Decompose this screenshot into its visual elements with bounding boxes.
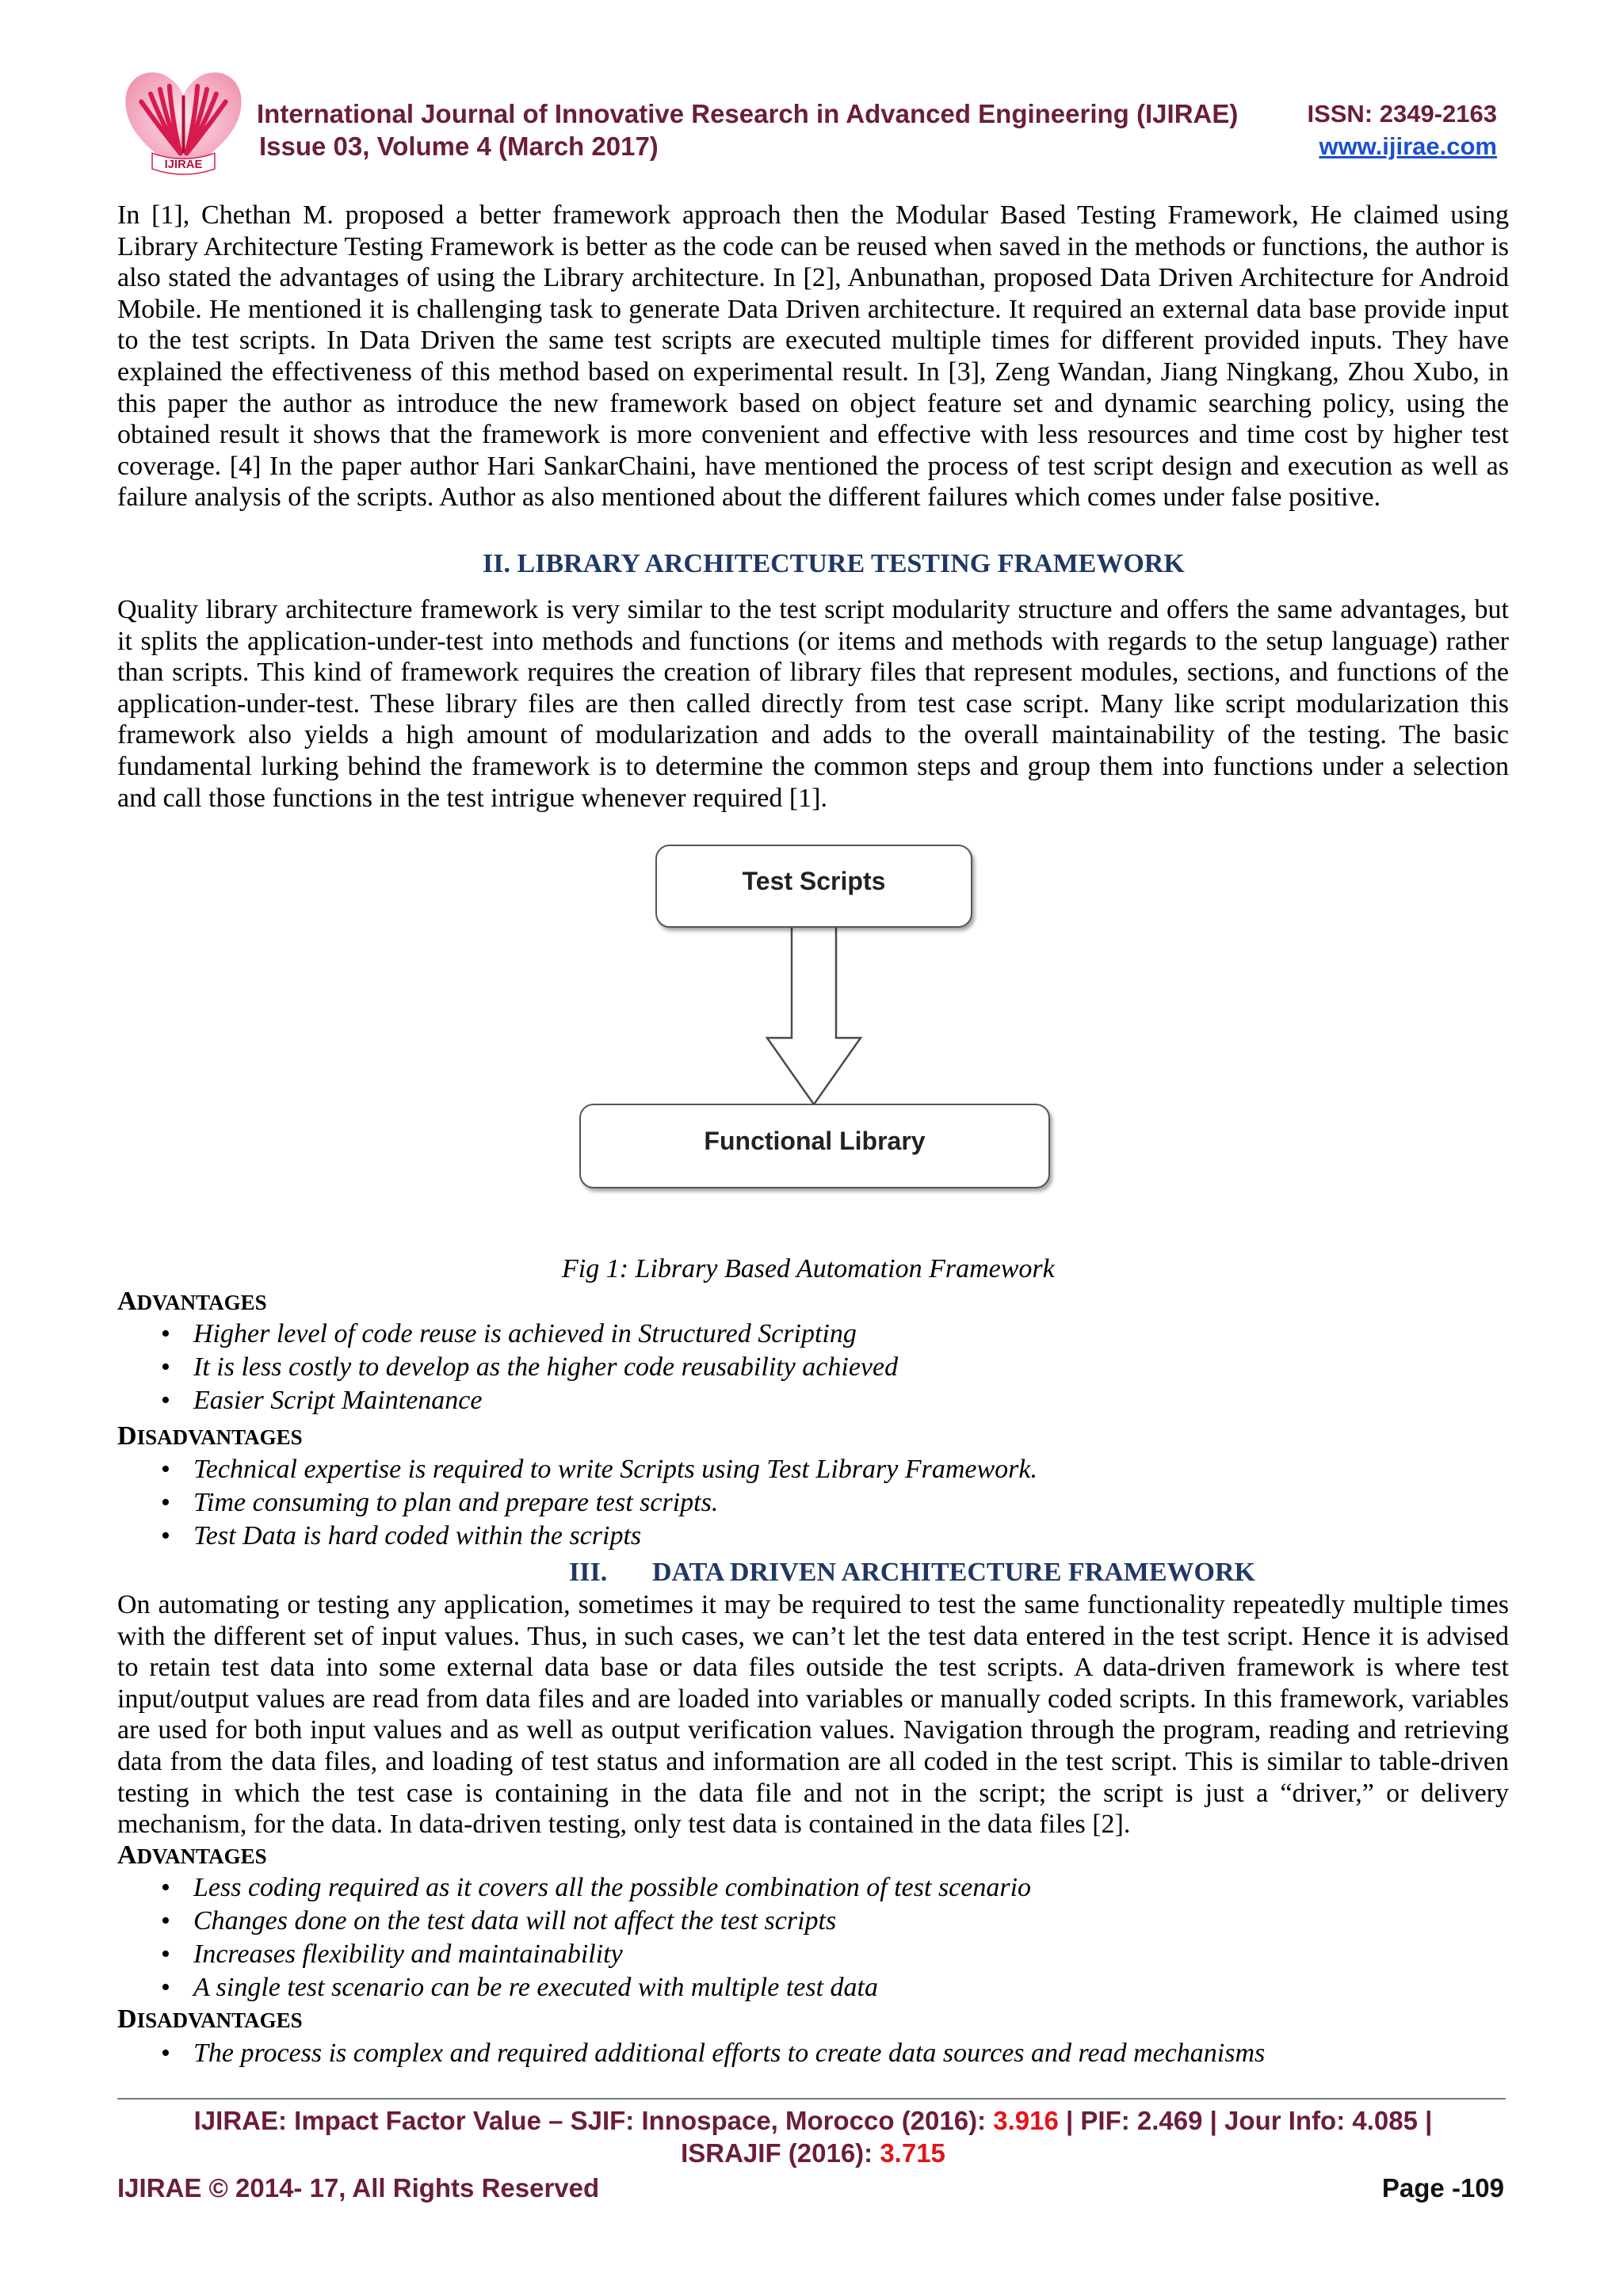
section-2-advantages-label: ADVANTAGES xyxy=(117,1287,267,1316)
list-item: • Time consuming to plan and prepare test scripts. xyxy=(117,1486,1509,1520)
test-scripts-label: Test Scripts xyxy=(742,867,886,895)
logo-lettering: IJIRAE xyxy=(164,158,203,172)
israjif-value: 3.715 xyxy=(880,2138,945,2168)
list-item: • Less coding required as it covers all the possible combination of test scenario xyxy=(117,1871,1509,1905)
impact-factor-line xyxy=(117,2107,1509,2135)
down-arrow-icon xyxy=(761,923,868,1109)
impact-factor-text: IJIRAE: Impact Factor Value – SJIF: Innospace, Morocco (2016): xyxy=(193,2106,994,2135)
journal-website-link[interactable]: www.ijirae.com xyxy=(1319,132,1497,160)
list-item: • A single test scenario can be re executed with multiple test data xyxy=(117,1971,1509,2004)
sjif-value: 3.916 xyxy=(993,2106,1059,2135)
footer-divider xyxy=(117,2098,1506,2100)
journal-title: International Journal of Innovative Research in Advanced Engineering (IJIRAE) xyxy=(257,99,1239,128)
israjif-text: ISRAJIF (2016): xyxy=(681,2138,880,2168)
issue-info: Issue 03, Volume 4 (March 2017) xyxy=(259,132,659,161)
section-2-disadvantages-list xyxy=(117,1453,1509,1553)
section-2-heading: II. LIBRARY ARCHITECTURE TESTING FRAMEWORK xyxy=(483,549,1185,578)
section-3-advantages-label: ADVANTAGES xyxy=(117,1840,267,1870)
section-3-disadvantages-list xyxy=(117,2037,1509,2070)
section-3-heading xyxy=(569,1557,1361,1589)
functional-library-label: Functional Library xyxy=(704,1127,926,1155)
section-3-advantages-list xyxy=(117,1871,1509,2004)
section-2-disadvantages-label: DISADVANTAGES xyxy=(117,1421,303,1451)
section-2-paragraph: Quality library architecture framework is very similar to the test script modularity structure and offers the same advantages, but it splits the application-under-test into methods and functions (or items and methods with regards to the setup language) rather than scripts. This kind of framework requires the creation of library files that represent modules, sections, and functions of the application-under-test. These library files are then called directly from test case script. Many like script modularization this framework also yields a high amount of modularization and adds to the overall maintainability of the testing. The basic fundamental lurking behind the framework is to determine the common steps and group them into functions under a selection and call those functions in the test intrigue whenever required [1]. xyxy=(117,595,1509,813)
journal-logo xyxy=(120,66,246,179)
section-3-disadvantages-label: DISADVANTAGES xyxy=(117,2004,303,2034)
test-scripts-box xyxy=(655,845,972,928)
list-item: • The process is complex and required additional efforts to create data sources and read mechanisms xyxy=(117,2037,1509,2070)
functional-library-box xyxy=(579,1104,1050,1188)
page-number: Page -109 xyxy=(1381,2173,1504,2203)
list-item: • Changes done on the test data will not affect the test scripts xyxy=(117,1905,1509,1938)
list-item: • It is less costly to develop as the higher code reusability achieved xyxy=(117,1351,1509,1384)
intro-paragraph: In [1], Chethan M. proposed a better framework approach then the Modular Based Testing Framework, He claimed using Library Architecture Testing Framework is better as the code can be reused when saved in the methods or functions, the author is also stated the advantages of using the Library architecture. In [2], Anbunathan, proposed Data Driven Architecture for Android Mobile. He mentioned it is challenging task to generate Data Driven architecture. It required an external data base provide input to the test scripts. In Data Driven the same test scripts are executed multiple times for different provided inputs. They have explained the effectiveness of this method based on experimental result. In [3], Zeng Wandan, Jiang Ningkang, Zhou Xubo, in this paper the author as introduce the new framework based on object feature set and dynamic searching policy, using the obtained result it shows that the framework is more convenient and effective with less resources and time cost by higher test coverage. [4] In the paper author Hari SankarChaini, have mentioned the process of test script design and execution as well as failure analysis of the scripts. Author as also mentioned about the different failures which comes under false positive. xyxy=(117,200,1509,513)
list-item: • Increases flexibility and maintainability xyxy=(117,1938,1509,1971)
section-3-number: III. xyxy=(569,1558,608,1587)
israjif-line xyxy=(117,2139,1509,2168)
list-item: • Test Data is hard coded within the scripts xyxy=(117,1520,1509,1553)
list-item: • Higher level of code reuse is achieved in Structured Scripting xyxy=(117,1318,1509,1351)
figure-caption: Fig 1: Library Based Automation Framework xyxy=(562,1254,1055,1283)
copyright-notice: IJIRAE © 2014- 17, All Rights Reserved xyxy=(117,2173,600,2203)
section-3-title: DATA DRIVEN ARCHITECTURE FRAMEWORK xyxy=(652,1558,1255,1587)
list-item: • Easier Script Maintenance xyxy=(117,1384,1509,1417)
section-3-paragraph: On automating or testing any application, sometimes it may be required to test the same functionality repeatedly multiple times with the different set of input values. Thus, in such cases, we can’t let the test data entered in the test script. Hence it is advised to retain test data into some external data base or data files outside the test scripts. A data-driven framework is where test input/output values are read from data files and are loaded into variables or manually coded scripts. In this framework, variables are used for both input values and as well as output verification values. Navigation through the program, reading and retrieving data from the data files, and loading of test status and information are all coded in the test script. This is similar to table-driven testing in which the test case is containing in the data file and not in the script; the script is just a “driver,” or delivery mechanism, for the data. In data-driven testing, only test data is contained in the data files [2]. xyxy=(117,1590,1509,1840)
section-2-advantages-list xyxy=(117,1318,1509,1417)
issn-number: ISSN: 2349-2163 xyxy=(1307,100,1497,128)
logo-graphic xyxy=(120,66,246,179)
impact-factor-suffix: | PIF: 2.469 | Jour Info: 4.085 | xyxy=(1058,2106,1433,2135)
list-item: • Technical expertise is required to write Scripts using Test Library Framework. xyxy=(117,1453,1509,1486)
